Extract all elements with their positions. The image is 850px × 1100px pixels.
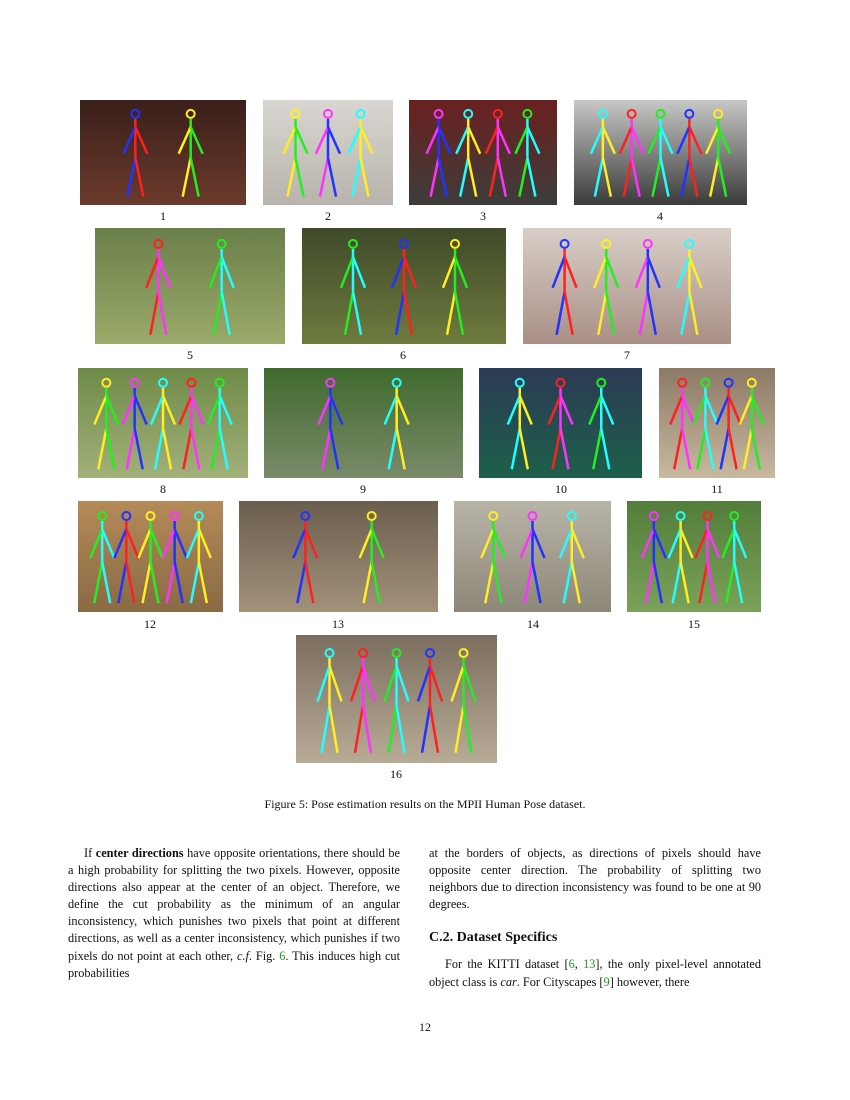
figure-panel-16	[296, 635, 497, 763]
panel-label-2: 2	[325, 209, 331, 223]
panel-label-15: 15	[688, 617, 700, 631]
panel-label-10: 10	[555, 482, 567, 496]
figure-panel-3	[409, 100, 557, 205]
panel-label-5: 5	[187, 348, 193, 362]
figure-caption: Figure 5: Pose estimation results on the MPII Human Pose dataset.	[264, 797, 586, 811]
figure-panel-13	[239, 501, 438, 612]
panel-label-8: 8	[160, 482, 166, 496]
figure-panel-4	[574, 100, 747, 205]
citation-link-9[interactable]: 9	[603, 974, 610, 989]
right-paragraph-2: For the KITTI dataset [6, 13], the only pixel-level annotated object class is car. For Cityscapes [9] however, there	[429, 957, 762, 989]
panel-label-6: 6	[400, 348, 406, 362]
figure-panel-2	[263, 100, 393, 205]
right-paragraph-1: at the borders of objects, as directions of pixels should have opposite center direction. The probability of splitting two neighbors due to direction inconsistency was found to be one at 90 degrees.	[429, 846, 761, 912]
citation-link-6[interactable]: 6	[568, 957, 575, 972]
panel-label-9: 9	[360, 482, 366, 496]
panel-label-13: 13	[332, 617, 344, 631]
page-number: 12	[419, 1020, 431, 1034]
panel-label-14: 14	[527, 617, 539, 631]
panel-label-1: 1	[160, 209, 166, 223]
bold-term: center directions	[95, 846, 184, 860]
panel-label-4: 4	[657, 209, 663, 223]
figure-panel-12	[78, 501, 223, 612]
panel-label-7: 7	[624, 348, 630, 362]
figure-panel-10	[479, 368, 642, 478]
left-column	[68, 845, 400, 982]
section-heading: C.2. Dataset Specifics	[429, 930, 558, 946]
figure-panel-9	[264, 368, 463, 478]
citation-link-13[interactable]: 13	[583, 957, 596, 972]
figure-panel-11	[659, 368, 775, 478]
panel-label-16: 16	[390, 767, 402, 781]
figure-panel-5	[95, 228, 285, 344]
left-paragraph: If center directions have opposite orientations, there should be a high probability for splitting the two pixels. However, opposite directions also appear at the center of an object. Therefore, we define the cut probability as the minimum of an angular inconsistency, which punishes two pixels that point at different directions, as well as a center inconsistency, which punishes if two pixels do not point at each other, c.f. Fig. 6. This induces high cut probabilities	[68, 846, 401, 980]
figure-panel-7	[523, 228, 731, 344]
figure-panel-8	[78, 368, 248, 478]
figure-panel-15	[627, 501, 761, 612]
figure-link[interactable]: 6	[279, 948, 286, 963]
figure-panel-6	[302, 228, 506, 344]
panel-label-3: 3	[480, 209, 486, 223]
right-column	[429, 845, 761, 991]
figure-panel-1	[80, 100, 246, 205]
panel-label-11: 11	[711, 482, 723, 496]
panel-label-12: 12	[144, 617, 156, 631]
figure-panel-14	[454, 501, 611, 612]
